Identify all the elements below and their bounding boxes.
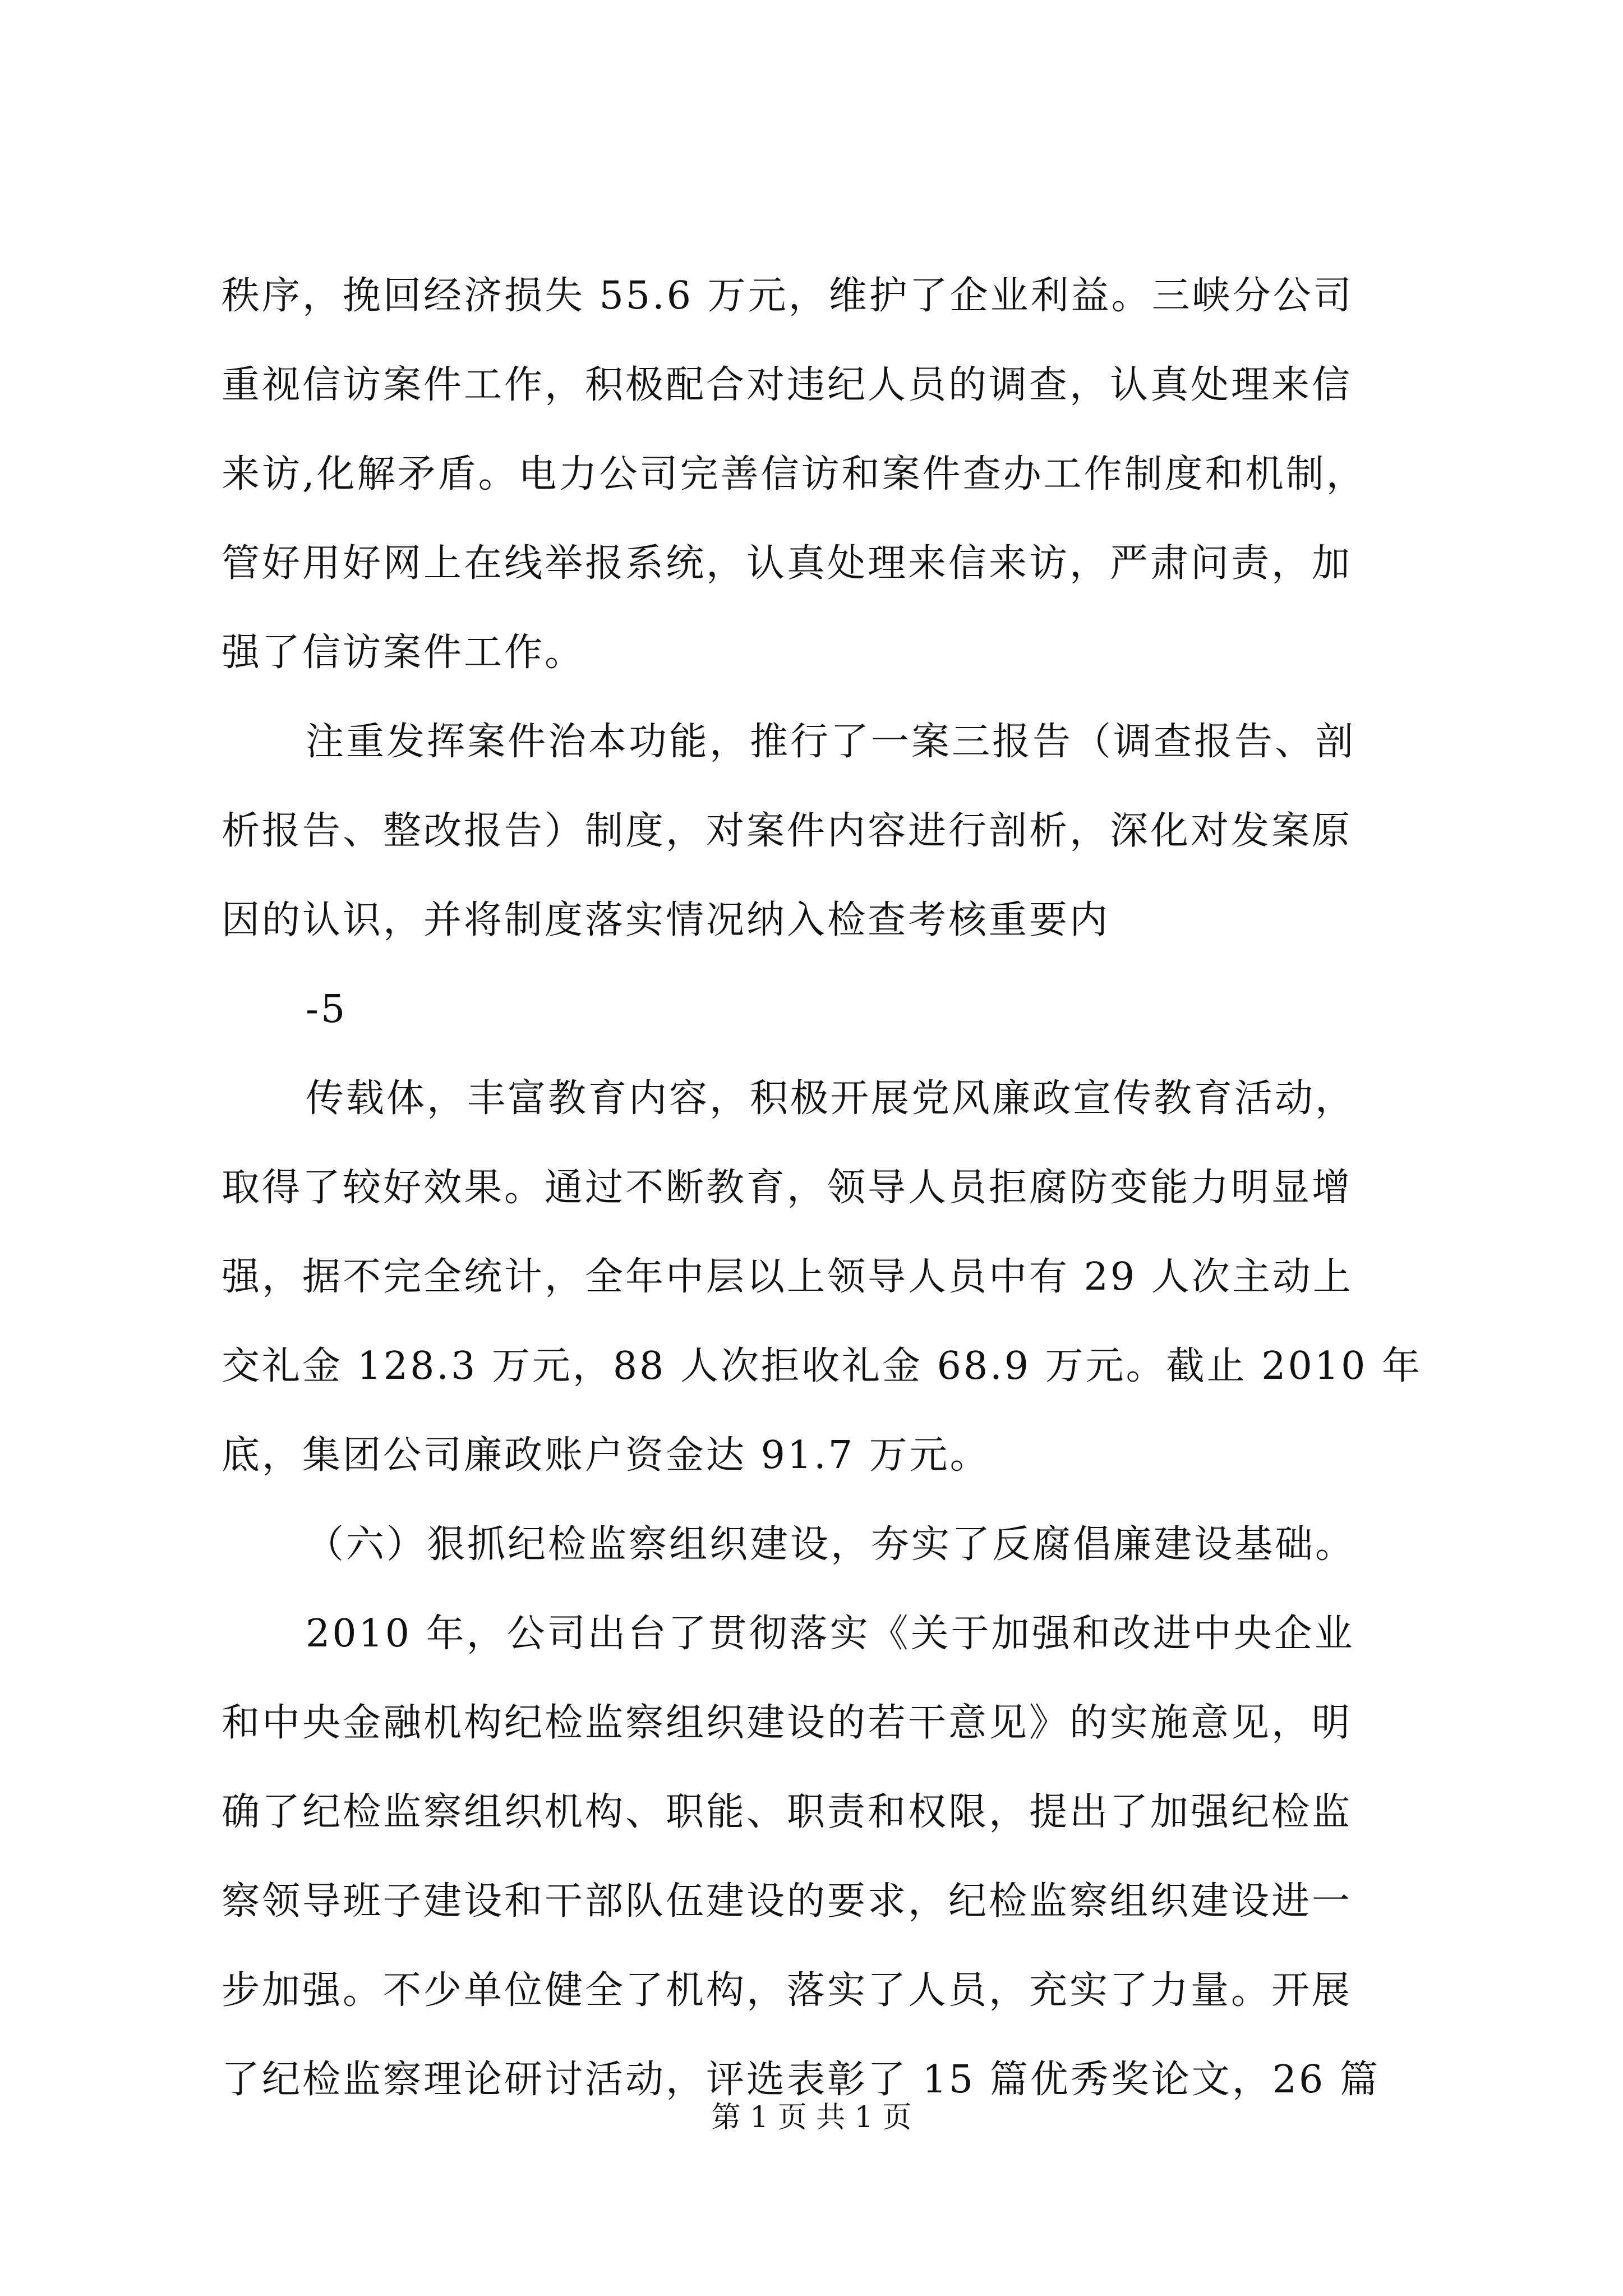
text-line: 察领导班子建设和干部队伍建设的要求，纪检监察组织建设进一 — [222, 1879, 1353, 1924]
text-line: 因的认识，并将制度落实情况纳入检查考核重要内 — [222, 898, 1110, 942]
text-line: 步加强。不少单位健全了机构，落实了人员，充实了力量。开展 — [222, 1968, 1353, 2013]
text-line: 强，据不完全统计，全年中层以上领导人员中有 29 人次主动上 — [222, 1255, 1353, 1299]
text-line: 管好用好网上在线举报系统，认真处理来信来访，严肃问责，加 — [222, 541, 1353, 586]
text-line: 和中央金融机构纪检监察组织建设的若干意见》的实施意见，明 — [222, 1701, 1353, 1745]
paragraph-start-line: 注重发挥案件治本功能，推行了一案三报告（调查报告、剖 — [306, 720, 1356, 764]
page-marker: -5 — [306, 987, 348, 1032]
text-line: 强了信访案件工作。 — [222, 631, 585, 675]
text-line: 析报告、整改报告）制度，对案件内容进行剖析，深化对发案原 — [222, 809, 1353, 853]
page-footer: 第 1 页 共 1 页 — [711, 2101, 912, 2134]
text-line: 底，集团公司廉政账户资金达 91.7 万元。 — [222, 1433, 990, 1478]
paragraph-start-line: 传载体，丰富教育内容，积极开展党风廉政宣传教育活动， — [306, 1076, 1356, 1121]
text-line: 交礼金 128.3 万元，88 人次拒收礼金 68.9 万元。截止 2010 年 — [222, 1344, 1422, 1388]
text-line: 秩序，挽回经济损失 55.6 万元，维护了企业利益。三峡分公司 — [222, 274, 1354, 318]
text-line: 确了纪检监察组织机构、职能、职责和权限，提出了加强纪检监 — [222, 1790, 1353, 1834]
text-line: 来访,化解矛盾。电力公司完善信访和案件查办工作制度和机制， — [222, 452, 1367, 496]
document-body — [222, 251, 1422, 2124]
text-line: 取得了较好效果。通过不断教育，领导人员拒腐防变能力明显增 — [222, 1166, 1353, 1210]
text-line: 重视信访案件工作，积极配合对违纪人员的调查，认真处理来信 — [222, 363, 1353, 407]
section-heading: （六）狠抓纪检监察组织建设，夯实了反腐倡廉建设基础。 — [306, 1522, 1356, 1567]
paragraph-start-line: 2010 年，公司出台了贯彻落实《关于加强和改进中央企业 — [306, 1612, 1355, 1656]
text-line: 了纪检监察理论研讨活动，评选表彰了 15 篇优秀奖论文，26 篇 — [222, 2058, 1380, 2102]
